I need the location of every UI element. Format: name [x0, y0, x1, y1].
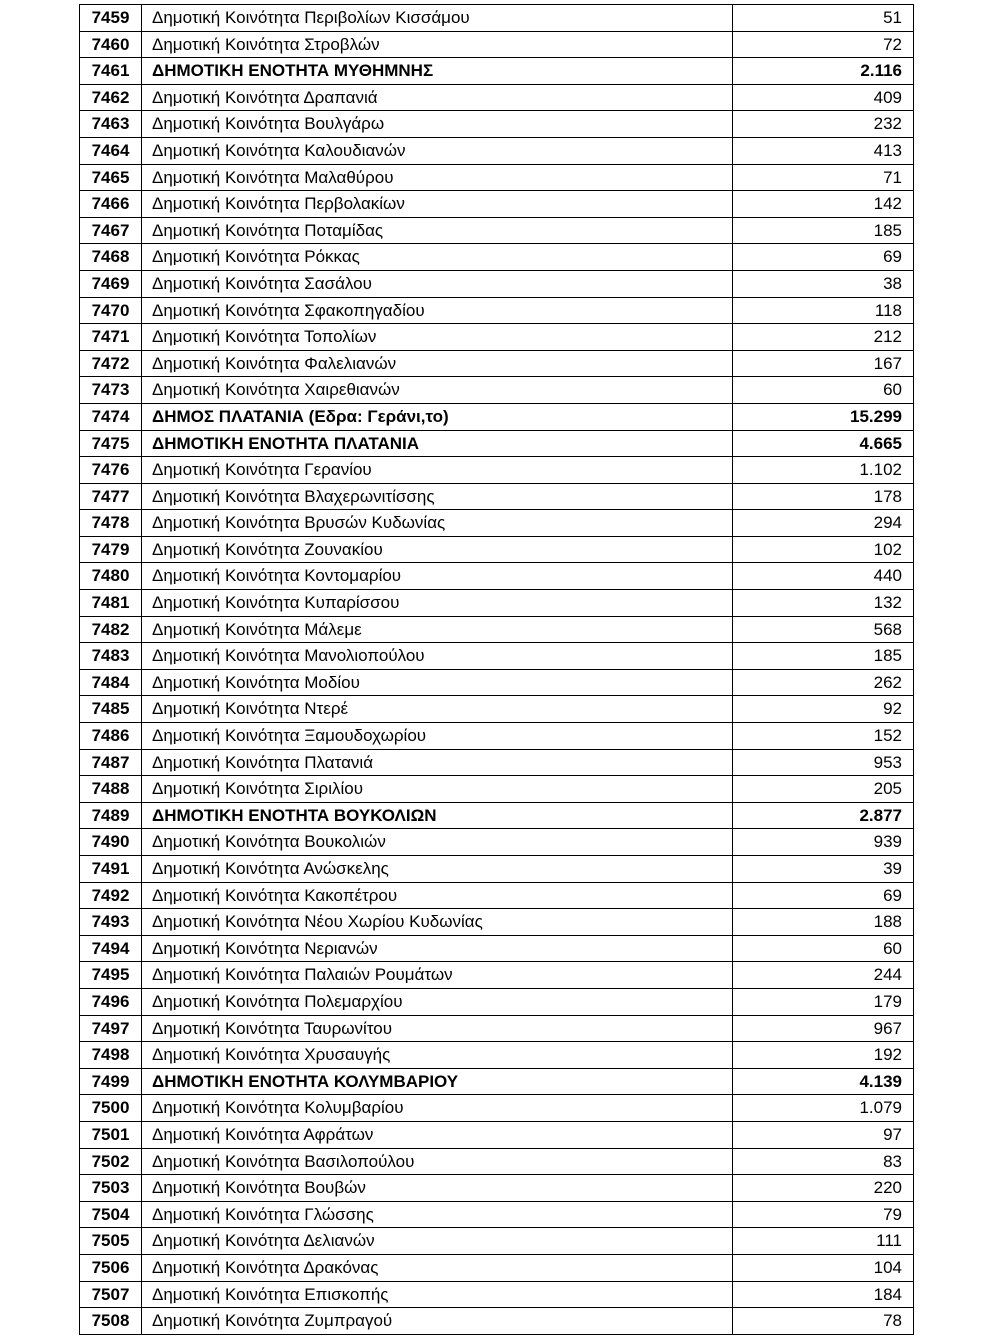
row-code: 7483: [80, 643, 142, 670]
row-value: 188: [733, 909, 914, 936]
row-name: ΔΗΜΟΤΙΚΗ ΕΝΟΤΗΤΑ ΠΛΑΤΑΝΙΑ: [142, 430, 733, 457]
row-code: 7507: [80, 1281, 142, 1308]
table-row: [80, 1015, 914, 1042]
table-row: [80, 988, 914, 1015]
row-name: Δημοτική Κοινότητα Τοπολίων: [142, 324, 733, 351]
table-row: [80, 696, 914, 723]
table-row: [80, 1254, 914, 1281]
row-value: 244: [733, 962, 914, 989]
row-value: 192: [733, 1042, 914, 1069]
table-row: [80, 457, 914, 484]
row-value: 440: [733, 563, 914, 590]
table-row: [80, 510, 914, 537]
row-name: Δημοτική Κοινότητα Αφράτων: [142, 1121, 733, 1148]
row-name: Δημοτική Κοινότητα Σασάλου: [142, 270, 733, 297]
row-value: 167: [733, 350, 914, 377]
row-value: 1.102: [733, 457, 914, 484]
table-row: [80, 856, 914, 883]
table-row: [80, 749, 914, 776]
table-row: [80, 536, 914, 563]
table-row: [80, 723, 914, 750]
row-code: 7477: [80, 483, 142, 510]
table-row: [80, 244, 914, 271]
row-code: 7465: [80, 164, 142, 191]
row-value: 97: [733, 1121, 914, 1148]
table-row: [80, 1281, 914, 1308]
row-code: 7459: [80, 5, 142, 32]
table-row: [80, 962, 914, 989]
table-row: [80, 297, 914, 324]
row-code: 7466: [80, 191, 142, 218]
row-code: 7479: [80, 536, 142, 563]
row-value: 51: [733, 5, 914, 32]
table-row: [80, 935, 914, 962]
table-row: [80, 1201, 914, 1228]
row-code: 7472: [80, 350, 142, 377]
row-name: Δημοτική Κοινότητα Ξαμουδοχωρίου: [142, 723, 733, 750]
table-row: [80, 1175, 914, 1202]
row-value: 568: [733, 616, 914, 643]
row-code: 7461: [80, 58, 142, 85]
row-value: 184: [733, 1281, 914, 1308]
row-name: Δημοτική Κοινότητα Κακοπέτρου: [142, 882, 733, 909]
row-code: 7471: [80, 324, 142, 351]
row-code: 7470: [80, 297, 142, 324]
table-row: [80, 829, 914, 856]
row-code: 7497: [80, 1015, 142, 1042]
row-code: 7503: [80, 1175, 142, 1202]
row-value: 83: [733, 1148, 914, 1175]
row-code: 7464: [80, 137, 142, 164]
row-value: 15.299: [733, 403, 914, 430]
row-code: 7478: [80, 510, 142, 537]
row-code: 7493: [80, 909, 142, 936]
row-code: 7473: [80, 377, 142, 404]
table-row: [80, 909, 914, 936]
row-code: 7492: [80, 882, 142, 909]
row-name: Δημοτική Κοινότητα Μανολιοπούλου: [142, 643, 733, 670]
table-row: [80, 802, 914, 829]
row-value: 102: [733, 536, 914, 563]
row-code: 7487: [80, 749, 142, 776]
row-code: 7467: [80, 217, 142, 244]
table-row: [80, 58, 914, 85]
table-row: [80, 1042, 914, 1069]
row-value: 205: [733, 776, 914, 803]
table-row: [80, 350, 914, 377]
row-value: 142: [733, 191, 914, 218]
row-value: 69: [733, 882, 914, 909]
row-code: 7484: [80, 669, 142, 696]
row-code: 7474: [80, 403, 142, 430]
row-code: 7486: [80, 723, 142, 750]
table-row: [80, 483, 914, 510]
row-name: Δημοτική Κοινότητα Ρόκκας: [142, 244, 733, 271]
row-name: Δημοτική Κοινότητα Χαιρεθιανών: [142, 377, 733, 404]
row-code: 7489: [80, 802, 142, 829]
row-name: Δημοτική Κοινότητα Μοδίου: [142, 669, 733, 696]
row-code: 7501: [80, 1121, 142, 1148]
row-name: Δημοτική Κοινότητα Ποταμίδας: [142, 217, 733, 244]
row-value: 60: [733, 935, 914, 962]
row-name: Δημοτική Κοινότητα Μάλεμε: [142, 616, 733, 643]
table-row: [80, 643, 914, 670]
row-value: 185: [733, 643, 914, 670]
row-code: 7480: [80, 563, 142, 590]
row-value: 78: [733, 1308, 914, 1335]
row-value: 185: [733, 217, 914, 244]
table-row: [80, 1068, 914, 1095]
document-page: [79, 4, 913, 1335]
row-name: Δημοτική Κοινότητα Καλουδιανών: [142, 137, 733, 164]
table-row: [80, 270, 914, 297]
table-row: [80, 1095, 914, 1122]
row-name: Δημοτική Κοινότητα Κυπαρίσσου: [142, 590, 733, 617]
row-name: Δημοτική Κοινότητα Ντερέ: [142, 696, 733, 723]
row-value: 939: [733, 829, 914, 856]
row-value: 212: [733, 324, 914, 351]
row-code: 7495: [80, 962, 142, 989]
row-code: 7505: [80, 1228, 142, 1255]
row-name: Δημοτική Κοινότητα Σφακοπηγαδίου: [142, 297, 733, 324]
row-code: 7491: [80, 856, 142, 883]
row-value: 38: [733, 270, 914, 297]
row-value: 413: [733, 137, 914, 164]
table-row: [80, 776, 914, 803]
row-name: Δημοτική Κοινότητα Βουβών: [142, 1175, 733, 1202]
table-row: [80, 111, 914, 138]
row-code: 7463: [80, 111, 142, 138]
population-table: [79, 4, 914, 1335]
table-row: [80, 1121, 914, 1148]
row-value: 111: [733, 1228, 914, 1255]
row-name: Δημοτική Κοινότητα Επισκοπής: [142, 1281, 733, 1308]
row-value: 179: [733, 988, 914, 1015]
row-name: Δημοτική Κοινότητα Φαλελιανών: [142, 350, 733, 377]
row-code: 7499: [80, 1068, 142, 1095]
row-code: 7488: [80, 776, 142, 803]
row-value: 132: [733, 590, 914, 617]
row-value: 4.665: [733, 430, 914, 457]
row-code: 7502: [80, 1148, 142, 1175]
row-code: 7498: [80, 1042, 142, 1069]
row-name: ΔΗΜΟΣ ΠΛΑΤΑΝΙΑ (Εδρα: Γεράνι,το): [142, 403, 733, 430]
row-value: 409: [733, 84, 914, 111]
row-name: ΔΗΜΟΤΙΚΗ ΕΝΟΤΗΤΑ ΜΥΘΗΜΝΗΣ: [142, 58, 733, 85]
row-value: 79: [733, 1201, 914, 1228]
row-value: 69: [733, 244, 914, 271]
table-row: [80, 882, 914, 909]
row-code: 7481: [80, 590, 142, 617]
row-name: ΔΗΜΟΤΙΚΗ ΕΝΟΤΗΤΑ ΚΟΛΥΜΒΑΡΙΟΥ: [142, 1068, 733, 1095]
row-value: 178: [733, 483, 914, 510]
row-code: 7504: [80, 1201, 142, 1228]
row-value: 72: [733, 31, 914, 58]
row-value: 1.079: [733, 1095, 914, 1122]
table-row: [80, 137, 914, 164]
row-value: 118: [733, 297, 914, 324]
row-name: Δημοτική Κοινότητα Γλώσσης: [142, 1201, 733, 1228]
table-row: [80, 1148, 914, 1175]
row-value: 953: [733, 749, 914, 776]
table-row: [80, 563, 914, 590]
row-name: Δημοτική Κοινότητα Βουλγάρω: [142, 111, 733, 138]
table-row: [80, 430, 914, 457]
row-code: 7460: [80, 31, 142, 58]
row-name: Δημοτική Κοινότητα Παλαιών Ρουμάτων: [142, 962, 733, 989]
row-value: 294: [733, 510, 914, 537]
row-code: 7468: [80, 244, 142, 271]
table-row: [80, 1228, 914, 1255]
row-name: Δημοτική Κοινότητα Δελιανών: [142, 1228, 733, 1255]
table-row: [80, 377, 914, 404]
table-row: [80, 5, 914, 32]
row-name: Δημοτική Κοινότητα Δραπανιά: [142, 84, 733, 111]
row-value: 4.139: [733, 1068, 914, 1095]
table-row: [80, 164, 914, 191]
row-name: Δημοτική Κοινότητα Κολυμβαρίου: [142, 1095, 733, 1122]
row-name: Δημοτική Κοινότητα Νέου Χωρίου Κυδωνίας: [142, 909, 733, 936]
row-value: 2.877: [733, 802, 914, 829]
row-code: 7500: [80, 1095, 142, 1122]
row-value: 262: [733, 669, 914, 696]
row-code: 7475: [80, 430, 142, 457]
row-name: Δημοτική Κοινότητα Βουκολιών: [142, 829, 733, 856]
table-row: [80, 31, 914, 58]
row-code: 7476: [80, 457, 142, 484]
row-name: Δημοτική Κοινότητα Σιριλίου: [142, 776, 733, 803]
row-code: 7482: [80, 616, 142, 643]
row-name: Δημοτική Κοινότητα Γερανίου: [142, 457, 733, 484]
row-name: Δημοτική Κοινότητα Ταυρωνίτου: [142, 1015, 733, 1042]
row-name: Δημοτική Κοινότητα Ανώσκελης: [142, 856, 733, 883]
row-name: Δημοτική Κοινότητα Δρακόνας: [142, 1254, 733, 1281]
row-value: 71: [733, 164, 914, 191]
table-body: [80, 5, 914, 1335]
table-row: [80, 590, 914, 617]
row-name: Δημοτική Κοινότητα Μαλαθύρου: [142, 164, 733, 191]
table-row: [80, 669, 914, 696]
row-value: 60: [733, 377, 914, 404]
row-name: Δημοτική Κοινότητα Βασιλοπούλου: [142, 1148, 733, 1175]
row-value: 967: [733, 1015, 914, 1042]
row-value: 220: [733, 1175, 914, 1202]
row-value: 92: [733, 696, 914, 723]
table-row: [80, 403, 914, 430]
row-name: Δημοτική Κοινότητα Περβολακίων: [142, 191, 733, 218]
row-code: 7494: [80, 935, 142, 962]
row-value: 232: [733, 111, 914, 138]
row-name: Δημοτική Κοινότητα Κοντομαρίου: [142, 563, 733, 590]
table-row: [80, 217, 914, 244]
row-name: Δημοτική Κοινότητα Βλαχερωνιτίσσης: [142, 483, 733, 510]
row-name: Δημοτική Κοινότητα Ζυμπραγού: [142, 1308, 733, 1335]
table-row: [80, 1308, 914, 1335]
row-name: Δημοτική Κοινότητα Πολεμαρχίου: [142, 988, 733, 1015]
row-name: Δημοτική Κοινότητα Νεριανών: [142, 935, 733, 962]
row-name: Δημοτική Κοινότητα Πλατανιά: [142, 749, 733, 776]
row-code: 7508: [80, 1308, 142, 1335]
row-value: 2.116: [733, 58, 914, 85]
row-code: 7485: [80, 696, 142, 723]
row-code: 7490: [80, 829, 142, 856]
row-name: ΔΗΜΟΤΙΚΗ ΕΝΟΤΗΤΑ ΒΟΥΚΟΛΙΩΝ: [142, 802, 733, 829]
row-code: 7469: [80, 270, 142, 297]
row-code: 7462: [80, 84, 142, 111]
table-row: [80, 191, 914, 218]
row-name: Δημοτική Κοινότητα Περιβολίων Κισσάμου: [142, 5, 733, 32]
table-row: [80, 84, 914, 111]
row-name: Δημοτική Κοινότητα Χρυσαυγής: [142, 1042, 733, 1069]
row-value: 39: [733, 856, 914, 883]
row-name: Δημοτική Κοινότητα Ζουνακίου: [142, 536, 733, 563]
row-name: Δημοτική Κοινότητα Βρυσών Κυδωνίας: [142, 510, 733, 537]
row-code: 7496: [80, 988, 142, 1015]
table-row: [80, 324, 914, 351]
row-name: Δημοτική Κοινότητα Στροβλών: [142, 31, 733, 58]
row-value: 152: [733, 723, 914, 750]
table-row: [80, 616, 914, 643]
row-value: 104: [733, 1254, 914, 1281]
row-code: 7506: [80, 1254, 142, 1281]
